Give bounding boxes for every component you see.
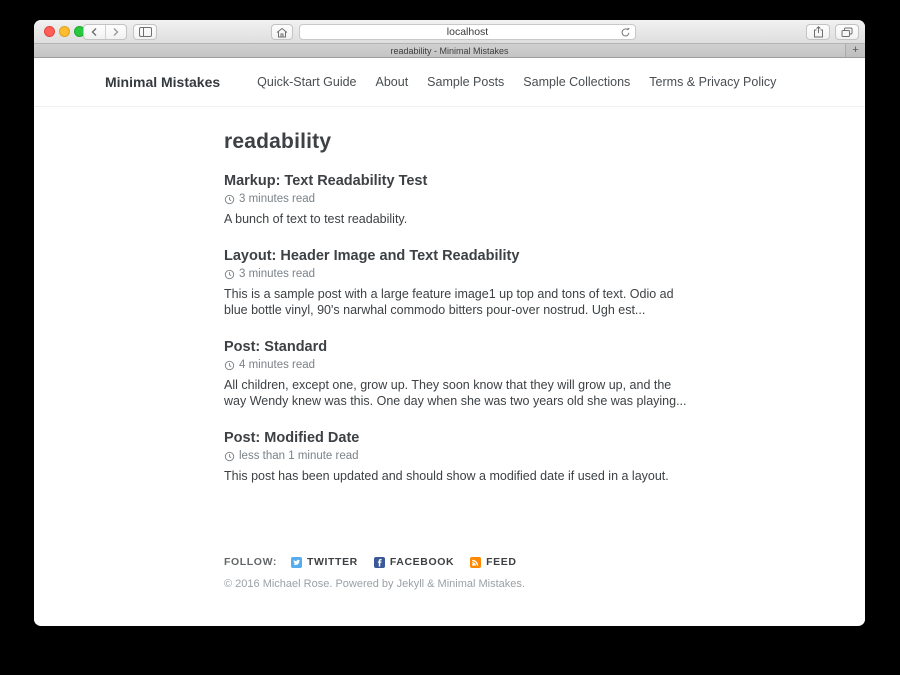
share-button[interactable] [806,24,830,40]
primary-nav [257,75,776,89]
nav-item-sample-posts[interactable]: Sample Posts [427,75,505,89]
post-item [224,339,692,409]
masthead [34,58,865,107]
post-title-link[interactable]: Post: Standard [224,339,328,355]
follow-row [224,556,692,568]
share-icon [813,26,824,38]
feed-link[interactable] [470,556,516,568]
post-title-link[interactable]: Layout: Header Image and Text Readability [224,248,520,264]
read-time: less than 1 minute read [239,450,359,462]
show-all-tabs-button[interactable] [835,24,859,40]
rss-square-icon [470,557,481,568]
clock-icon [224,451,235,462]
show-all-tabs-icon [841,27,853,38]
new-tab-button[interactable]: + [845,44,865,57]
site-footer [224,556,692,590]
active-tab[interactable]: readability - Minimal Mistakes [390,45,509,56]
minimize-window-button[interactable] [59,26,70,37]
clock-icon [224,194,235,205]
post-excerpt: This post has been updated and should show a modified date if used in a layout. [224,469,669,483]
facebook-square-icon [374,557,385,568]
tab-bar [34,44,865,58]
sidebar-button[interactable] [133,24,157,40]
home-icon [276,27,288,38]
reload-icon [620,27,631,38]
post-title-link[interactable]: Post: Modified Date [224,430,360,446]
clock-icon [224,269,235,280]
post-item [224,430,692,484]
forward-button[interactable] [105,25,127,39]
post-item [224,248,692,318]
sidebar-icon [139,27,152,37]
clock-icon [224,360,235,371]
window-controls [44,26,85,37]
facebook-link[interactable] [374,556,454,568]
address-bar[interactable] [299,24,636,40]
history-nav-group [83,24,127,40]
post-meta [224,359,692,371]
nav-item-quick-start-guide[interactable]: Quick-Start Guide [257,75,357,89]
browser-toolbar [34,20,865,44]
close-window-button[interactable] [44,26,55,37]
copyright-text: © 2016 Michael Rose. Powered by Jekyll & Minimal Mistakes. [224,578,525,590]
nav-item-about[interactable]: About [375,75,409,89]
nav-item-terms-privacy[interactable]: Terms & Privacy Policy [649,75,777,89]
feed-label: FEED [486,556,517,568]
post-item [224,173,692,227]
read-time: 3 minutes read [239,193,316,205]
read-time: 3 minutes read [239,268,316,280]
post-meta [224,450,692,462]
twitter-square-icon [291,557,302,568]
address-bar-url: localhost [446,26,489,38]
follow-label: FOLLOW: [224,556,277,568]
read-time: 4 minutes read [239,359,316,371]
post-meta [224,193,692,205]
browser-window [34,20,865,626]
post-meta [224,268,692,280]
facebook-label: FACEBOOK [389,556,455,568]
web-page [34,58,865,624]
site-title-link[interactable]: Minimal Mistakes [105,74,221,90]
home-button[interactable] [271,24,293,40]
twitter-label: TWITTER [307,556,358,568]
post-excerpt: All children, except one, grow up. They soon know that they will grow up, and the way Wendy knew was this. One day when she was two years old she was playing... [224,378,687,408]
post-title-link[interactable]: Markup: Text Readability Test [224,173,428,189]
reload-button[interactable] [620,27,631,38]
twitter-link[interactable] [291,556,358,568]
forward-icon [111,27,120,37]
archive-content [224,107,692,590]
post-excerpt: This is a sample post with a large feature image1 up top and tons of text. Odio ad blue bottle vinyl, 90's narwhal commodo bitters pour-over nostrud. Ugh est... [224,287,674,317]
back-button[interactable] [84,25,105,39]
nav-item-sample-collections[interactable]: Sample Collections [523,75,631,89]
page-title: readability [224,130,332,153]
post-excerpt: A bunch of text to test readability. [224,212,408,226]
back-icon [90,27,99,37]
